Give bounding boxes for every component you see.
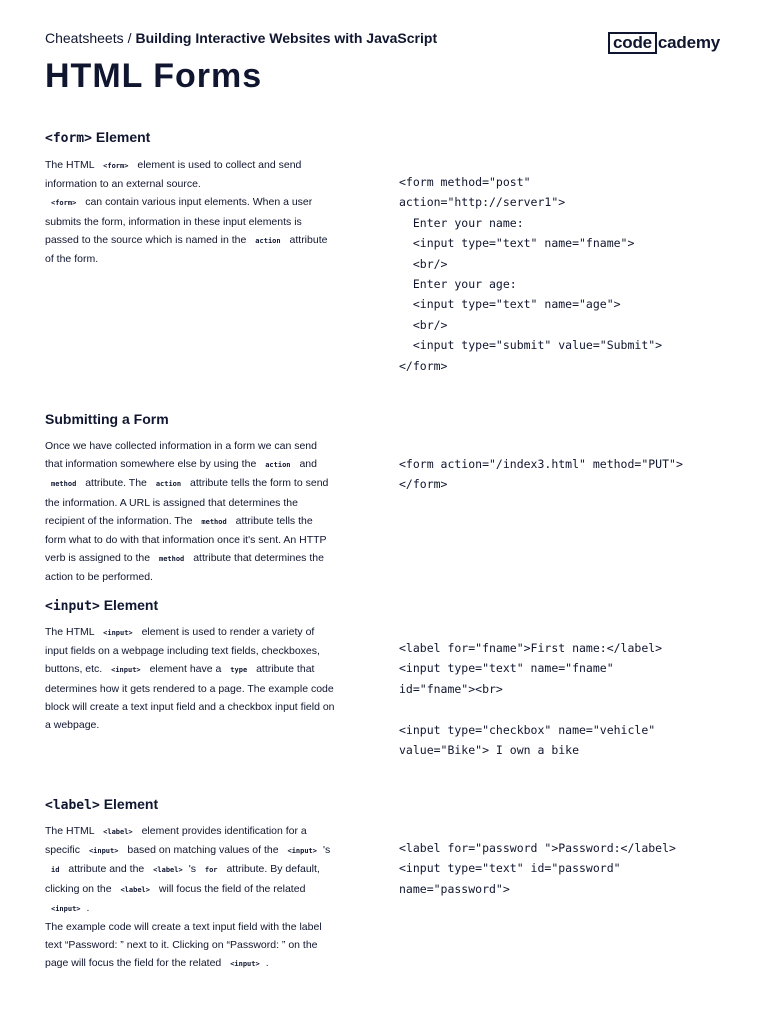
inline-code: action — [255, 236, 281, 245]
desc-text: element is used to collect and send information to an external source. — [45, 159, 302, 191]
breadcrumb-separator: / — [127, 30, 132, 46]
desc-text: Once we have collected information in a form we can send that information somewhere else by using the — [45, 440, 317, 471]
inline-code: <form> — [51, 199, 77, 208]
inline-code: method — [201, 517, 227, 526]
inline-code: method — [158, 555, 185, 564]
submitting-form-section — [45, 410, 735, 590]
breadcrumb — [45, 29, 437, 47]
inline-code: <input> — [287, 847, 317, 856]
breadcrumb-root-link[interactable]: Cheatsheets — [45, 30, 124, 46]
desc-text: The HTML — [45, 159, 95, 171]
section-description — [45, 822, 335, 974]
inline-code: <label> — [153, 866, 183, 875]
inline-code: <label> — [103, 828, 133, 836]
section-heading: Submitting a Form — [45, 411, 169, 427]
page-title: HTML Forms — [45, 57, 263, 95]
desc-text: The HTML — [45, 626, 95, 638]
inline-code: for — [204, 866, 218, 875]
desc-text: element is used to render a variety of input fields on a webpage including text fields, checkboxes, buttons, etc. — [45, 626, 320, 676]
inline-code: <input> — [111, 666, 141, 675]
desc-text: will focus the field of the related — [158, 882, 306, 895]
code-example: <form method="post" action="http://server1"> Enter your name: <input type="text" name="fname"> <br/> Enter your age: <input type="text" name="age"> <br/> <input type="submit" value="Submit"> </form> — [399, 175, 663, 373]
desc-text: attribute of the form. — [45, 233, 328, 266]
heading-text: Element — [103, 796, 159, 812]
label-element-section — [45, 795, 735, 985]
inline-code: action — [155, 480, 182, 489]
codecademy-logo[interactable] — [608, 31, 720, 55]
heading-text: Element — [103, 597, 159, 613]
inline-code: type — [230, 666, 248, 675]
desc-text: can contain various input elements. When a user submits the form, information in these input elements is passed to the source which is named in the — [45, 196, 313, 246]
code-example: <label for="fname">First name:</label> <input type="text" name="fname" id="fname"><br> <input type="checkbox" name="vehicle" value="Bike"> I own a bike — [399, 641, 663, 758]
inline-code: <input> — [230, 960, 260, 969]
desc-text: attribute. By default, clicking on the — [45, 863, 320, 895]
desc-text: and — [299, 458, 317, 471]
inline-code: <form> — [103, 162, 129, 170]
inline-code: id — [51, 866, 60, 875]
input-element-section — [45, 596, 735, 786]
desc-text: . — [86, 901, 90, 914]
logo-box: code — [608, 32, 657, 54]
desc-text: attribute. The — [85, 477, 147, 490]
inline-code: <label> — [120, 885, 150, 894]
desc-text: . — [265, 957, 269, 970]
desc-text: attribute that determines how it gets rendered to a page. The example code block will create a text input field and a checkbox input field on a webpage. — [45, 663, 335, 732]
desc-text: based on matching values of the — [127, 844, 279, 857]
section-description — [45, 437, 335, 587]
desc-text: The example code will create a text input field with the label text “Password: ” next to it. Clicking on “Password: ” on the page will focus the field for the related — [45, 921, 322, 970]
section-heading — [45, 596, 735, 616]
desc-text: element provides identification for a specific — [45, 825, 307, 857]
heading-text: Element — [95, 129, 151, 145]
code-example: <label for="password ">Password:</label> <input type="text" id="password" name="password"> — [399, 841, 676, 896]
desc-text: attribute tells the form to send the information. A URL is assigned that determines the recipient of the information. The — [45, 477, 329, 527]
desc-text: attribute tells the form what to do with that information once it's sent. An HTTP verb is assigned to the — [45, 514, 327, 565]
desc-text: The HTML — [45, 825, 95, 837]
desc-text: attribute that determines the action to be performed. — [45, 552, 324, 584]
inline-code: <input> — [88, 847, 119, 856]
section-heading — [45, 795, 735, 815]
heading-code: <label> — [45, 798, 100, 813]
logo-text: cademy — [657, 33, 721, 52]
form-element-section — [45, 128, 735, 398]
desc-text: attribute and the — [68, 863, 145, 876]
desc-text: element have a — [149, 663, 222, 676]
inline-code: <input> — [51, 904, 81, 913]
inline-code: action — [265, 461, 291, 470]
section-description — [45, 156, 335, 268]
heading-code: <form> — [45, 131, 92, 146]
desc-text: 's — [323, 844, 331, 857]
code-example: <form action="/index3.html" method="PUT"> </form> — [399, 457, 683, 492]
heading-code: <input> — [45, 599, 100, 614]
section-heading — [45, 128, 735, 148]
inline-code: method — [51, 480, 77, 489]
desc-text: 's — [188, 863, 196, 876]
breadcrumb-course-link[interactable]: Building Interactive Websites with JavaScript — [135, 30, 438, 46]
inline-code: <input> — [103, 629, 133, 637]
section-description — [45, 623, 335, 734]
